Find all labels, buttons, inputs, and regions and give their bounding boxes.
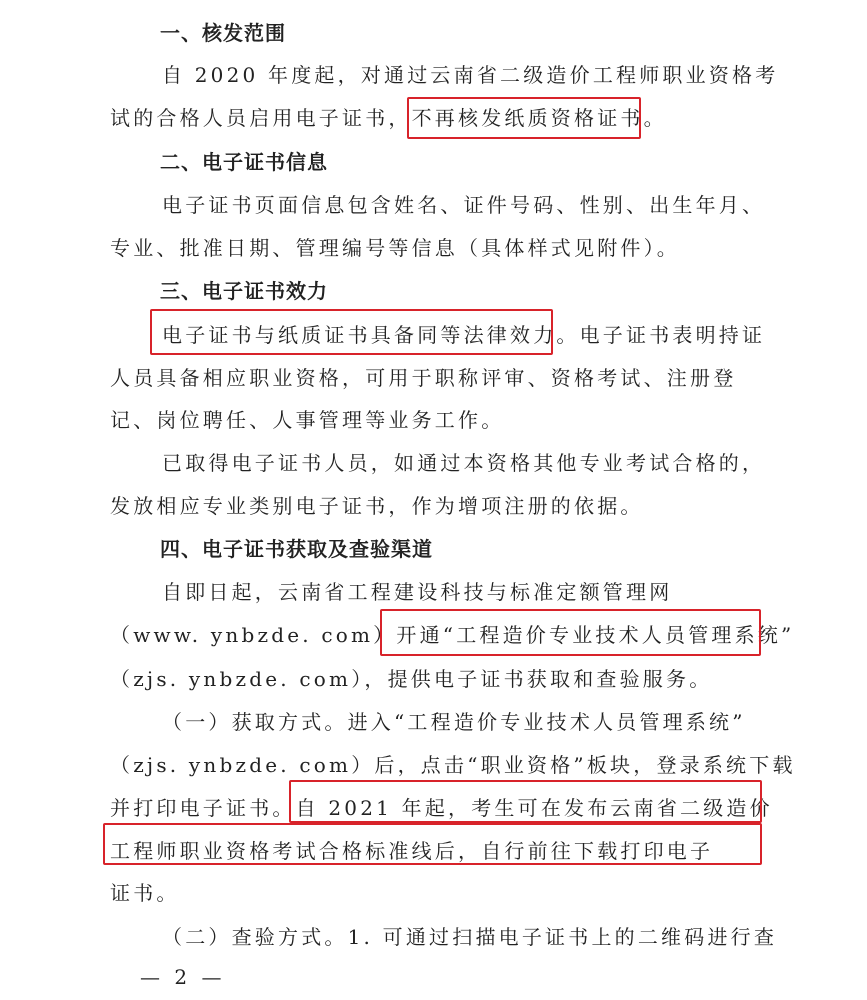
highlighted-text: “工程造价专业技术人员管理系统” (442, 623, 795, 647)
paragraph-line: 工程师职业资格考试合格标准线后，自行前往下载打印电子 (110, 839, 714, 863)
section-heading-scope: 一、核发范围 (160, 21, 286, 45)
section-heading-info: 二、电子证书信息 (160, 150, 328, 174)
highlighted-text: 自 2021 年起，考生可在发布云南省二级造价 (295, 796, 773, 820)
highlighted-text: 电子证书与纸质证书具备同等法律效力 (162, 323, 557, 347)
paragraph-line: （二）查验方式。1. 可通过扫描电子证书上的二维码进行查 (162, 925, 778, 949)
paragraph-line: 已取得电子证书人员，如通过本资格其他专业考试合格的， (162, 451, 766, 475)
highlight-box (407, 97, 641, 139)
section-heading-validity: 三、电子证书效力 (160, 279, 328, 303)
paragraph-line: （一）获取方式。进入“工程造价专业技术人员管理系统” (162, 710, 746, 734)
highlight-box (150, 309, 553, 355)
highlight-box (380, 609, 761, 656)
paragraph-line: 人员具备相应职业资格，可用于职称评审、资格考试、注册登 (110, 366, 737, 390)
highlight-box (289, 780, 762, 823)
page-number: — 2 — (140, 965, 226, 989)
paragraph-line: 自 2020 年度起，对通过云南省二级造价工程师职业资格考 (162, 63, 779, 87)
paragraph-line: （zjs. ynbzde. com），提供电子证书获取和查验服务。 (110, 667, 713, 691)
paragraph-line: 发放相应专业类别电子证书，作为增项注册的依据。 (110, 494, 644, 518)
paragraph-line: 专业、批准日期、管理编号等信息（具体样式见附件）。 (110, 236, 680, 260)
highlight-box (103, 823, 762, 865)
section-heading-channels: 四、电子证书获取及查验渠道 (160, 537, 433, 561)
paragraph-line: 记、岗位聘任、人事管理等业务工作。 (110, 408, 505, 432)
paragraph-line: 证书。 (110, 881, 180, 905)
highlighted-text: 不再核发纸质资格证书 (411, 106, 644, 130)
paragraph-line: 自即日起，云南省工程建设科技与标准定额管理网 (162, 580, 673, 604)
paragraph-line: （www. ynbzde. com）开通“工程造价专业技术人员管理系统” (110, 623, 795, 647)
paragraph-line: 并打印电子证书。自 2021 年起，考生可在发布云南省二级造价 (110, 796, 773, 820)
paragraph-line: 电子证书页面信息包含姓名、证件号码、性别、出生年月、 (162, 193, 766, 217)
paragraph-line: （zjs. ynbzde. com）后，点击“职业资格”板块，登录系统下载 (110, 753, 796, 777)
paragraph-line: 电子证书与纸质证书具备同等法律效力。电子证书表明持证 (162, 323, 766, 347)
paragraph-line: 试的合格人员启用电子证书，不再核发纸质资格证书。 (110, 106, 667, 130)
